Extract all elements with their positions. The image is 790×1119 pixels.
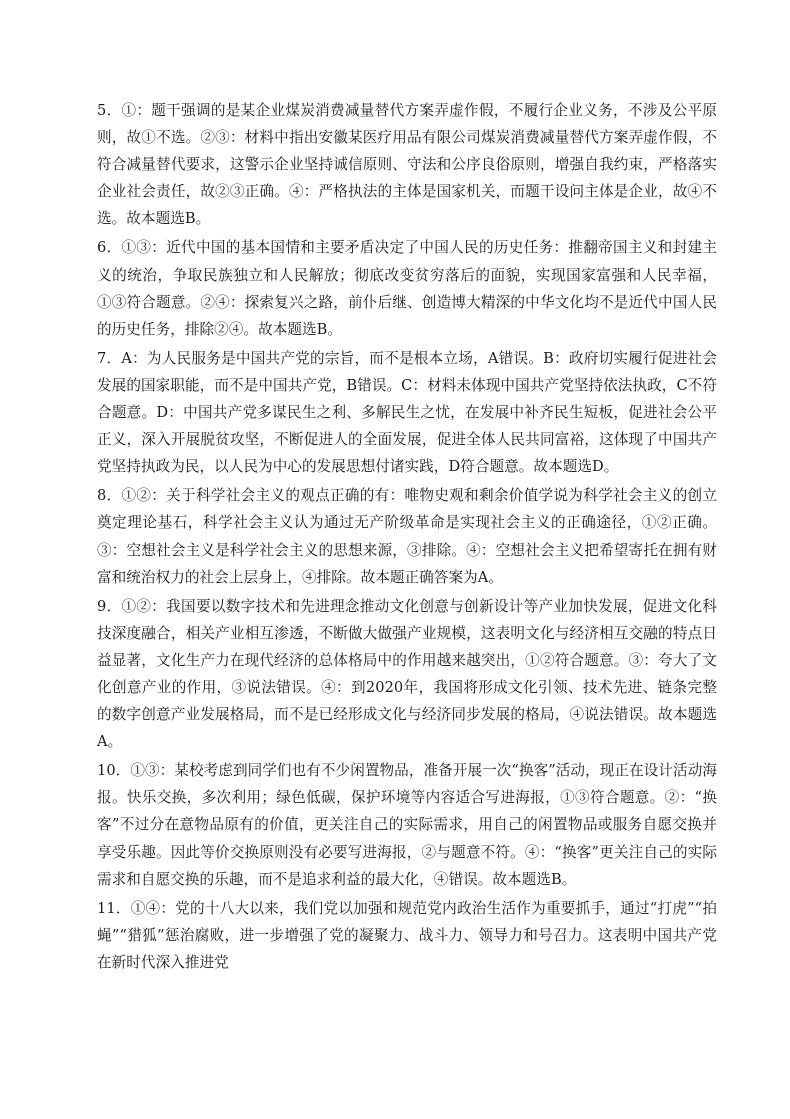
answer-paragraph-9: 9．①②：我国要以数字技术和先进理念推动文化创意与创新设计等产业加快发展，促进文化科技深度融合，相关产业相互渗透，不断做大做强产业规模，这表明文化与经济相互交融的特点日益显著，文化生产力在现代经济的总体格局中的作用越来越突出，①②符合题意。③：夸大了文化创意产业的作用，③说法错误。④：到2020年，我国将形成文化引领、技术先进、链条完整的数字创意产业发展格局，而不是已经形成文化与经济同步发展的格局，④说法错误。故本题选A。 [97, 597, 717, 751]
answer-paragraph-6: 6．①③：近代中国的基本国情和主要矛盾决定了中国人民的历史任务：推翻帝国主义和封建主义的统治，争取民族独立和人民解放；彻底改变贫穷落后的面貌，实现国家富强和人民幸福，①③符合题意。②④：探索复兴之路，前仆后继、创造博大精深的中华文化均不是近代中国人民的历史任务，排除②④。故本题选B。 [97, 239, 717, 338]
answer-paragraph-11: 11．①④：党的十八大以来，我们党以加强和规范党内政治生活作为重要抓手，通过“打虎”“拍蝇”“猎狐”惩治腐败，进一步增强了党的凝聚力、战斗力、领导力和号召力。这表明中国共产党在新时代深入推进党 [97, 899, 717, 971]
answer-paragraph-8: 8．①②：关于科学社会主义的观点正确的有：唯物史观和剩余价值学说为科学社会主义的创立奠定理论基石，科学社会主义认为通过无产阶级革命是实现社会主义的正确途径，①②正确。③：空想社会主义是科学社会主义的思想来源，③排除。④：空想社会主义把希望寄托在拥有财富和统治权力的社会上层身上，④排除。故本题正确答案为A。 [97, 487, 717, 586]
answer-paragraph-5: 5．①：题干强调的是某企业煤炭消费减量替代方案弄虚作假，不履行企业义务，不涉及公平原则，故①不选。②③：材料中指出安徽某医疗用品有限公司煤炭消费减量替代方案弄虚作假，不符合减量替代要求，这警示企业坚持诚信原则、守法和公序良俗原则，增强自我约束，严格落实企业社会责任，故②③正确。④：严格执法的主体是国家机关，而题干设问主体是企业，故④不选。故本题选B。 [97, 102, 717, 228]
answer-paragraph-7: 7．A：为人民服务是中国共产党的宗旨，而不是根本立场，A错误。B：政府切实履行促进社会发展的国家职能，而不是中国共产党，B错误。C：材料未体现中国共产党坚持依法执政，C不符合题意。D：中国共产党多谋民生之利、多解民生之忧，在发展中补齐民生短板，促进社会公平正义，深入开展脱贫攻坚，不断促进人的全面发展，促进全体人民共同富裕，这体现了中国共产党坚持执政为民，以人民为中心的发展思想付诸实践，D符合题意。故本题选D。 [97, 349, 717, 476]
answer-explanations [97, 97, 717, 978]
answer-paragraph-10: 10．①③：某校考虑到同学们也有不少闲置物品，准备开展一次“换客”活动，现正在设计活动海报。快乐交换，多次利用；绿色低碳，保护环境等内容适合写进海报，①③符合题意。②：“换客”不过分在意物品原有的价值，更关注自己的实际需求，用自己的闲置物品或服务自愿交换并享受乐趣。因此等价交换原则没有必要写进海报，②与题意不符。④：“换客”更关注自己的实际需求和自愿交换的乐趣，而不是追求利益的最大化，④错误。故本题选B。 [97, 762, 717, 888]
